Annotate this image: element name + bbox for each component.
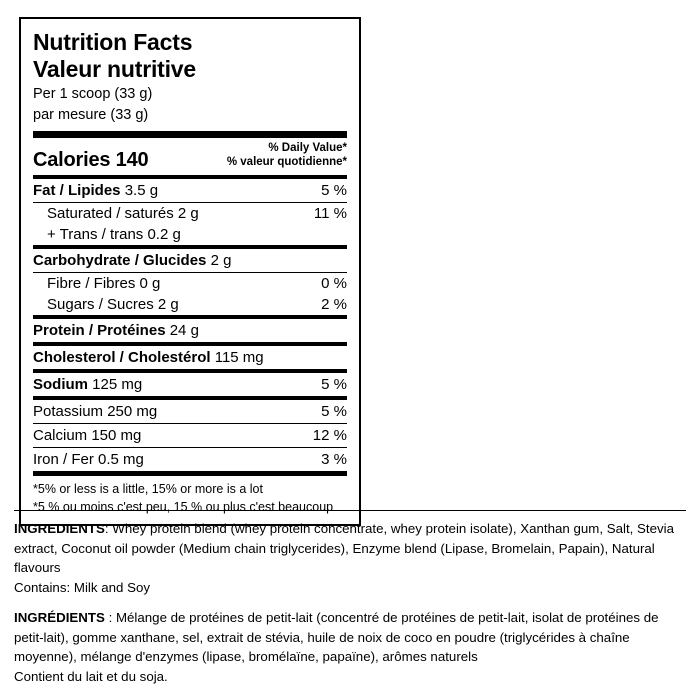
ingredients-fr-contains: Contient du lait et du soja. bbox=[14, 668, 168, 684]
row-label-iron: Iron / Fer 0.5 mg bbox=[33, 450, 144, 468]
row-label-carbohydrate bbox=[33, 253, 231, 268]
row-label-calcium: Calcium 150 mg bbox=[33, 426, 142, 444]
row-label-fat-bold: Fat / Lipides bbox=[33, 181, 121, 199]
row-label-protein bbox=[33, 323, 199, 338]
ingredients-en-contains: Contains: Milk and Soy bbox=[14, 579, 150, 595]
row-dv-iron: 3 % bbox=[321, 450, 347, 468]
table-row bbox=[33, 294, 347, 315]
serving-size-fr: par mesure (33 g) bbox=[33, 107, 149, 124]
divider-thick-top bbox=[33, 131, 347, 138]
daily-value-header-fr: % valeur quotidienne* bbox=[226, 156, 347, 169]
ingredients-fr-heading: INGRÉDIENTS bbox=[14, 610, 105, 626]
row-label-fat bbox=[33, 183, 158, 198]
row-dv-potassium: 5 % bbox=[321, 402, 347, 420]
daily-value-header-en: % Daily Value* bbox=[268, 141, 347, 154]
calories-value: Calories 140 bbox=[33, 148, 149, 171]
table-row bbox=[33, 273, 347, 294]
row-label-carbohydrate-bold: Carbohydrate / Glucides bbox=[33, 251, 207, 269]
footnote-fr: *5 % ou moins c'est peu, 15 % ou plus c'est beaucoup bbox=[33, 499, 334, 514]
ingredients-en-paragraph bbox=[14, 519, 682, 578]
table-row bbox=[33, 179, 347, 202]
row-dv-fat: 5 % bbox=[321, 181, 347, 199]
ingredients-section bbox=[14, 519, 682, 688]
ingredients-separator bbox=[14, 510, 686, 511]
row-dv-sodium: 5 % bbox=[321, 375, 347, 393]
row-label-sodium-bold: Sodium bbox=[33, 375, 88, 393]
ingredients-fr-block bbox=[14, 608, 682, 686]
row-label-sodium bbox=[33, 377, 142, 392]
row-label-cholesterol bbox=[33, 350, 264, 365]
row-amount-protein: 24 g bbox=[169, 321, 199, 339]
table-row bbox=[33, 400, 347, 423]
row-label-trans: + Trans / trans 0.2 g bbox=[47, 225, 181, 243]
table-row bbox=[33, 319, 347, 342]
row-label-fibre: Fibre / Fibres 0 g bbox=[47, 274, 161, 292]
nutrition-title-fr: Valeur nutritive bbox=[33, 56, 196, 83]
ingredients-en-block bbox=[14, 519, 682, 597]
table-row bbox=[33, 203, 347, 224]
row-dv-saturated: 11 % bbox=[313, 204, 347, 222]
row-dv-calcium: 12 % bbox=[312, 426, 347, 444]
table-row bbox=[33, 224, 347, 245]
serving-size-en: Per 1 scoop (33 g) bbox=[33, 86, 153, 103]
nutrition-facts-panel bbox=[19, 17, 361, 526]
row-label-cholesterol-bold: Cholesterol / Cholestérol bbox=[33, 348, 211, 366]
row-amount-carbohydrate: 2 g bbox=[210, 251, 232, 269]
row-amount-cholesterol: 115 mg bbox=[214, 348, 264, 366]
table-row bbox=[33, 249, 347, 272]
row-label-protein-bold: Protein / Protéines bbox=[33, 321, 166, 339]
row-dv-fibre: 0 % bbox=[321, 274, 347, 292]
row-label-sugars: Sugars / Sucres 2 g bbox=[47, 295, 179, 313]
table-row bbox=[33, 373, 347, 396]
ingredients-fr-paragraph bbox=[14, 608, 682, 667]
nutrition-title-en: Nutrition Facts bbox=[33, 29, 193, 55]
row-amount-fat: 3.5 g bbox=[124, 181, 159, 199]
footnote-block bbox=[33, 476, 347, 519]
ingredients-gap bbox=[14, 599, 682, 608]
ingredients-en-text: : Whey protein blend (whey protein concentrate, whey protein isolate), Xanthan gum, Salt, Stevia extract, Coconut oil powder (Medium chain triglycerides), Enzyme blend (Lipase, Bromelain, Papain), Natural flavours bbox=[14, 521, 674, 576]
table-row bbox=[33, 346, 347, 369]
row-amount-sodium: 125 mg bbox=[92, 375, 143, 393]
table-row bbox=[33, 448, 347, 471]
ingredients-fr-text: : Mélange de protéines de petit-lait (concentré de protéines de petit-lait, isolat de protéines de petit-lait), gomme xanthane, sel, extrait de stévia, huile de noix de coco en poudre (triglycérides à chaîne moyenne), mélange d'enzymes (lipase, bromélaïne, papaïne), arômes naturels bbox=[14, 610, 659, 665]
ingredients-en-heading: INGREDIENTS bbox=[14, 521, 105, 536]
footnote-en: *5% or less is a little, 15% or more is a lot bbox=[33, 481, 263, 496]
row-dv-sugars: 2 % bbox=[321, 295, 347, 313]
row-label-potassium: Potassium 250 mg bbox=[33, 402, 158, 420]
daily-value-header bbox=[227, 141, 347, 172]
calories-row bbox=[33, 138, 347, 175]
table-row bbox=[33, 424, 347, 447]
row-label-saturated: Saturated / saturés 2 g bbox=[47, 204, 199, 222]
